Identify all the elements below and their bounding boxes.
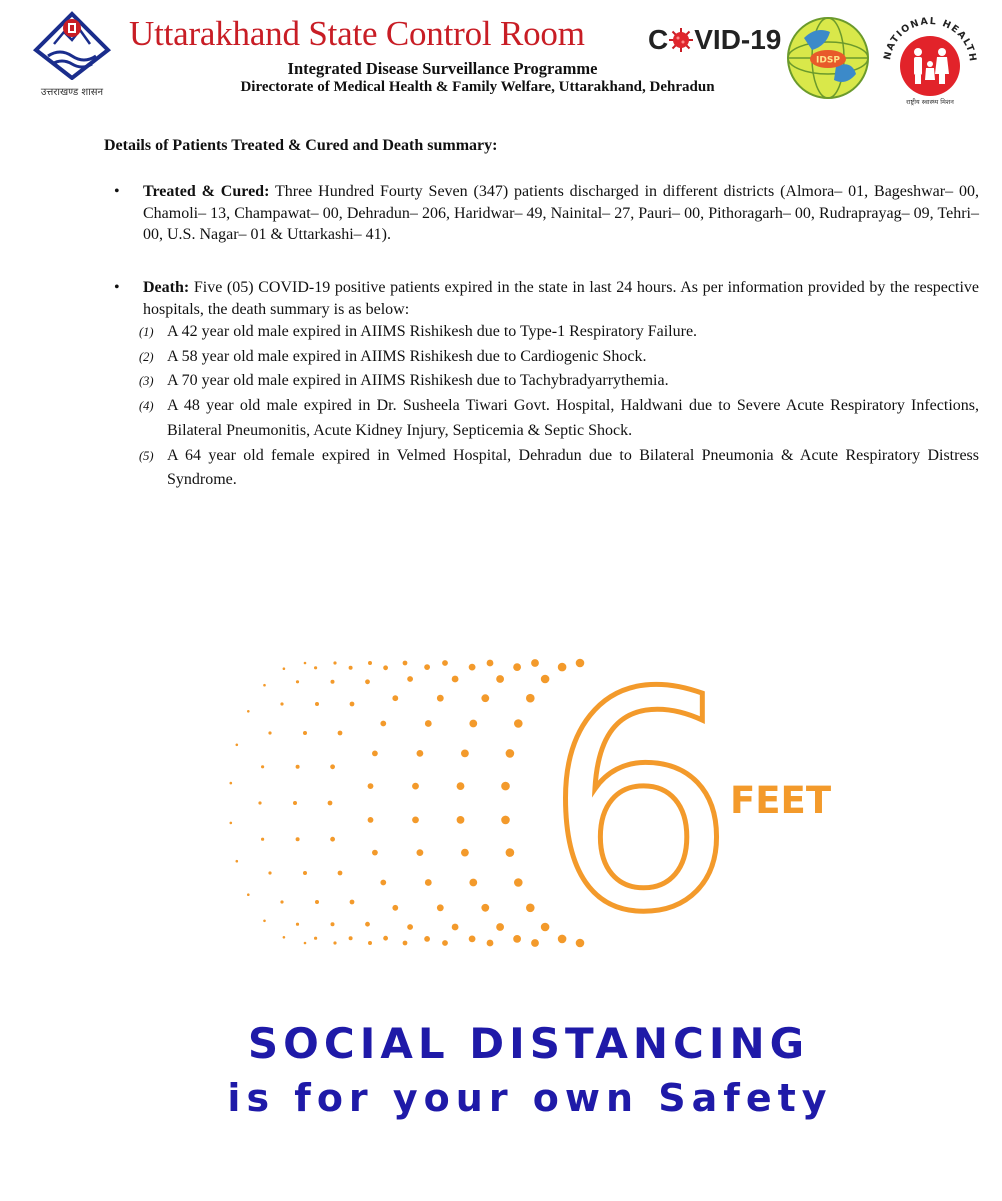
distance-dot xyxy=(417,750,424,757)
distance-dot xyxy=(496,675,504,683)
distance-dot xyxy=(304,942,307,945)
distance-dot xyxy=(452,676,459,683)
distance-dot xyxy=(280,702,283,705)
treated-label: Treated & Cured: xyxy=(143,183,270,200)
coronavirus-icon xyxy=(669,27,693,51)
bullet-dot-icon: • xyxy=(114,279,120,296)
distance-dot xyxy=(412,783,419,790)
distance-dot xyxy=(469,664,476,671)
distance-dot xyxy=(296,680,299,683)
distance-dot xyxy=(328,801,333,806)
distance-dot xyxy=(461,849,469,857)
covid-label-left: C xyxy=(648,24,669,55)
distance-dot xyxy=(514,878,523,887)
distance-dot xyxy=(247,893,250,896)
idsp-globe-icon xyxy=(786,16,870,100)
distance-dot xyxy=(349,936,353,940)
covid-label-right: VID-19 xyxy=(694,24,782,55)
distance-dot xyxy=(368,817,374,823)
distance-dot xyxy=(230,782,233,785)
distance-dot xyxy=(330,837,335,842)
document-header xyxy=(0,0,1002,110)
distance-dot xyxy=(314,937,317,940)
distance-dot xyxy=(236,860,239,863)
distance-dot xyxy=(481,694,489,702)
distance-dot xyxy=(283,936,286,939)
distance-dot xyxy=(263,920,266,923)
treated-cured-item xyxy=(114,181,979,246)
distance-dot xyxy=(452,924,459,931)
nhm-family-icon xyxy=(876,8,984,108)
nhm-caption: राष्ट्रीय स्वास्थ्य मिशन xyxy=(906,98,954,106)
distance-dot xyxy=(261,838,264,841)
death-item xyxy=(114,277,979,493)
distance-dots xyxy=(230,659,585,948)
nhm-ring-text: NATIONAL HEALTH xyxy=(882,15,979,64)
death-case xyxy=(139,394,979,443)
social-distancing-graphic xyxy=(170,655,870,975)
distance-dot xyxy=(392,695,398,701)
distance-dot xyxy=(469,720,477,728)
case-number: (4) xyxy=(139,399,154,414)
bullet-dot-icon: • xyxy=(114,183,120,200)
distance-dot xyxy=(331,680,335,684)
government-caption: उत्तराखण्ड शासन xyxy=(40,87,104,98)
distance-dot xyxy=(263,684,266,687)
distance-dot xyxy=(496,923,504,931)
case-number: (5) xyxy=(139,448,154,463)
distance-dot xyxy=(417,849,424,856)
case-text: A 58 year old male expired in AIIMS Rishikesh due to Cardiogenic Shock. xyxy=(167,347,647,365)
distance-dot xyxy=(526,694,535,703)
distance-dot xyxy=(513,663,521,671)
distance-dot xyxy=(268,731,271,734)
distance-dot xyxy=(531,659,539,667)
distance-dot xyxy=(425,720,432,727)
distance-dot xyxy=(424,664,430,670)
section-heading: Details of Patients Treated & Cured and Death summary: xyxy=(104,137,498,154)
distance-dot xyxy=(501,816,510,825)
case-number: (2) xyxy=(139,349,154,364)
distance-dot xyxy=(368,661,372,665)
distance-dot xyxy=(442,660,448,666)
idsp-badge: IDSP xyxy=(816,55,840,66)
distance-dot xyxy=(230,822,233,825)
distance-dot xyxy=(350,900,355,905)
case-text: A 64 year old female expired in Velmed Hospital, Dehradun due to Bilateral Pneumonia & Acute Respiratory Distress Syndrome. xyxy=(167,446,979,489)
distance-dot xyxy=(236,744,239,747)
treated-text: Three Hundred Fourty Seven (347) patients discharged in different districts (Almora– 01, Bageshwar– 00, Chamoli– 13, Champawat– 00, Dehradun– 206, Haridwar– 49, Nainital– 27, Pauri– 00, Pithoragarh– 00, Rudraprayag– 09, Tehri– 00, U.S. Nagar– 01 & Uttarkashi– 41). xyxy=(143,183,979,243)
distance-dot xyxy=(392,905,398,911)
case-number: (1) xyxy=(139,325,154,339)
distance-dot xyxy=(293,801,297,805)
distance-dot xyxy=(383,665,388,670)
distance-dot xyxy=(330,764,335,769)
covid-19-logo xyxy=(648,24,781,56)
safety-tagline: is for your own Safety xyxy=(227,1076,833,1120)
distance-dot xyxy=(526,904,535,913)
distance-dot xyxy=(296,837,300,841)
six-numeral: 6 xyxy=(544,655,736,975)
distance-dot xyxy=(383,936,388,941)
programme-subtitle: Integrated Disease Surveillance Programme xyxy=(287,59,598,78)
case-number: (3) xyxy=(139,374,154,389)
distance-dot xyxy=(403,941,408,946)
distance-dot xyxy=(333,661,336,664)
distance-dot xyxy=(280,900,283,903)
distance-dot xyxy=(368,783,374,789)
distance-dot xyxy=(481,904,489,912)
distance-dot xyxy=(407,924,413,930)
distance-dot xyxy=(303,731,307,735)
distance-dot xyxy=(296,765,300,769)
distance-dot xyxy=(338,731,343,736)
distance-dot xyxy=(442,940,448,946)
directorate-line: Directorate of Medical Health & Family Welfare, Uttarakhand, Dehradun xyxy=(240,79,715,95)
distance-dot xyxy=(261,765,264,768)
distance-dot xyxy=(424,936,430,942)
case-text: A 42 year old male expired in AIIMS Rishikesh due to Type-1 Respiratory Failure. xyxy=(167,323,698,340)
social-distancing-heading: SOCIAL DISTANCING xyxy=(247,1019,810,1068)
death-text: Five (05) COVID-19 positive patients expired in the state in last 24 hours. As per information provided by the respective hospitals, the death summary is as below: xyxy=(143,279,979,318)
distance-dot xyxy=(487,660,494,667)
distance-dot xyxy=(457,816,465,824)
distance-dot xyxy=(315,702,319,706)
distance-dot xyxy=(487,940,494,947)
distance-dot xyxy=(350,702,355,707)
death-case xyxy=(139,320,979,345)
distance-dot xyxy=(469,936,476,943)
distance-dot xyxy=(368,941,372,945)
distance-dot xyxy=(349,666,353,670)
death-case xyxy=(139,345,979,370)
distance-dot xyxy=(315,900,319,904)
distance-dot xyxy=(338,871,343,876)
distance-dot xyxy=(380,721,386,727)
distance-dot xyxy=(531,939,539,947)
distance-dot xyxy=(258,801,261,804)
distance-dot xyxy=(372,850,378,856)
case-text: A 70 year old male expired in AIIMS Rishikesh due to Tachybradyarrythemia. xyxy=(167,372,669,390)
case-text: A 48 year old male expired in Dr. Susheela Tiwari Govt. Hospital, Haldwani due to Severe Acute Respiratory Infections, Bilateral Pneumonitis, Acute Kidney Injury, Septicemia & Septic Shock. xyxy=(167,397,979,439)
distance-dot xyxy=(331,922,335,926)
death-case xyxy=(139,444,979,493)
distance-dot xyxy=(513,935,521,943)
feet-label: FEET xyxy=(730,779,832,822)
distance-dot xyxy=(365,922,370,927)
distance-dot xyxy=(268,871,271,874)
death-label: Death: xyxy=(143,279,190,296)
distance-dot xyxy=(372,751,378,757)
death-case xyxy=(139,369,979,394)
distance-dot xyxy=(514,719,523,728)
distance-dot xyxy=(380,880,386,886)
uttarakhand-emblem-icon xyxy=(24,6,120,104)
distance-dot xyxy=(303,871,307,875)
distance-dot xyxy=(304,662,307,665)
distance-dot xyxy=(506,848,515,857)
distance-dot xyxy=(403,661,408,666)
page-title: Uttarakhand State Control Room xyxy=(129,14,585,53)
distance-dot xyxy=(437,904,444,911)
distance-dot xyxy=(461,750,469,758)
distance-dot xyxy=(333,941,336,944)
distance-dot xyxy=(425,879,432,886)
distance-dot xyxy=(457,782,465,790)
distance-dot xyxy=(437,695,444,702)
distance-dot xyxy=(501,782,510,791)
distance-dot xyxy=(365,679,370,684)
distance-dot xyxy=(296,923,299,926)
distance-dot xyxy=(412,817,419,824)
death-intro xyxy=(143,277,979,320)
distance-dot xyxy=(247,710,250,713)
six-feet-illustration xyxy=(170,655,870,975)
distance-dot xyxy=(314,666,317,669)
distance-dot xyxy=(407,676,413,682)
distance-dot xyxy=(506,749,515,758)
distance-dot xyxy=(469,879,477,887)
distance-dot xyxy=(283,667,286,670)
